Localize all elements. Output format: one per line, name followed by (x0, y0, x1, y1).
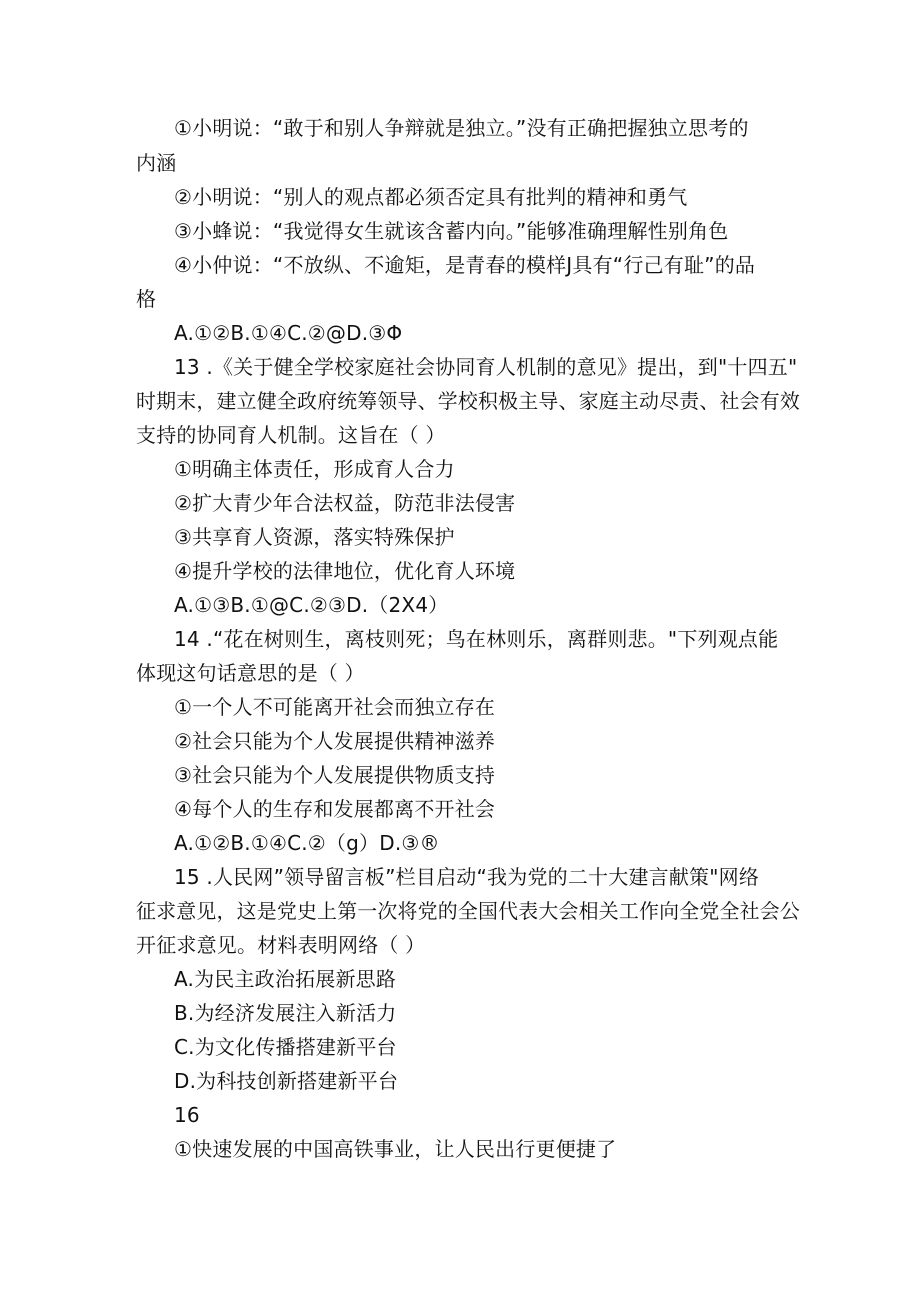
text-line: ②社会只能为个人发展提供精神滋养 (174, 729, 496, 753)
text-line: ③小蜂说：“我觉得女生就该含蓄内向。”能够准确理解性别角色 (174, 219, 729, 243)
option-c: C.为文化传播搭建新平台 (174, 1035, 397, 1059)
text-line: ①小明说：“敢于和别人争辩就是独立。”没有正确把握独立思考的 (174, 116, 749, 140)
text-line: ③共享育人资源，落实特殊保护 (174, 525, 455, 549)
text-line: 支持的协同育人机制。这旨在（ ） (136, 423, 446, 447)
question-15-stem: 15 .人民网”领导留言板”栏目启动“我为党的二十大建言献策"网络 (174, 865, 760, 889)
answer-options: A.①②B.①④C.②（g）D.③® (174, 831, 440, 855)
option-b: B.为经济发展注入新活力 (174, 1001, 397, 1025)
text-line: 征求意见，这是党史上第一次将党的全国代表大会相关工作向全党全社会公 (136, 899, 800, 923)
text-line: ④每个人的生存和发展都离不开社会 (174, 797, 496, 821)
text-line: ①快速发展的中国高铁事业，让人民出行更便捷了 (174, 1137, 617, 1161)
text-line: 体现这句话意思的是（ ） (136, 661, 365, 685)
text-line: ②小明说：“别人的观点都必须否定具有批判的精神和勇气 (174, 185, 688, 209)
text-line: ③社会只能为个人发展提供物质支持 (174, 763, 496, 787)
option-d: D.为科技创新搭建新平台 (174, 1069, 399, 1093)
question-13-stem: 13 .《关于健全学校家庭社会协同育人机制的意见》提出，到"十四五" (174, 355, 798, 379)
text-line: ④小仲说：“不放纵、不逾矩，是青春的模样J具有“行己有耻”的品 (174, 253, 756, 277)
answer-options: A.①③B.①@C.②③D.（2X4） (174, 593, 449, 617)
text-line: 内涵 (136, 151, 177, 175)
text-line: 开征求意见。材料表明网络（ ） (136, 933, 426, 957)
answer-options: A.①②B.①④C.②@D.③Φ (174, 321, 403, 345)
text-line: 时期末，建立健全政府统筹领导、学校积极主导、家庭主动尽责、社会有效 (136, 389, 800, 413)
text-line: ①明确主体责任，形成育人合力 (174, 457, 455, 481)
text-line: ④提升学校的法律地位，优化育人环境 (174, 559, 516, 583)
text-line: ①一个人不可能离开社会而独立存在 (174, 695, 496, 719)
question-16-number: 16 (174, 1103, 200, 1127)
option-a: A.为民主政治拓展新思路 (174, 967, 397, 991)
question-14-stem: 14 .“花在树则生，离枝则死；鸟在林则乐，离群则悲。"下列观点能 (174, 627, 779, 651)
text-line: 格 (136, 287, 157, 311)
text-line: ②扩大青少年合法权益，防范非法侵害 (174, 491, 516, 515)
